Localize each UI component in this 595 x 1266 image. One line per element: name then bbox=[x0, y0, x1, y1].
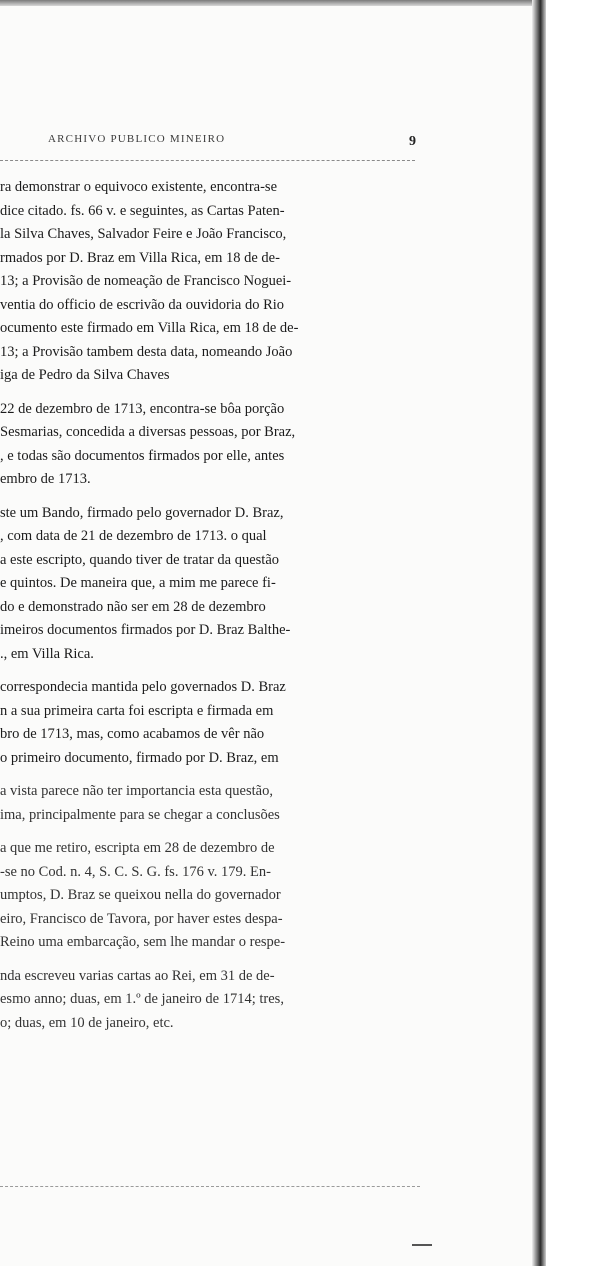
paragraph bbox=[0, 676, 532, 770]
paragraph bbox=[0, 502, 532, 667]
header-rule bbox=[0, 160, 415, 162]
paragraph bbox=[0, 837, 532, 955]
text-line: o primeiro documento, firmado por D. Braz, em bbox=[0, 749, 279, 766]
page-header bbox=[0, 133, 532, 153]
bottom-mark bbox=[412, 1244, 432, 1246]
text-line: o; duas, em 10 de janeiro, etc. bbox=[0, 1014, 174, 1031]
text-line: 13; a Provisão de nomeação de Francisco Noguei- bbox=[0, 273, 292, 289]
text-line: iga de Pedro da Silva Chaves bbox=[0, 367, 170, 383]
paragraph bbox=[0, 965, 532, 1036]
page-top-edge bbox=[0, 0, 535, 6]
text-line: Sesmarias, concedida a diversas pessoas, por Braz, bbox=[0, 424, 296, 440]
text-line: dice citado. fs. 66 v. e seguintes, as Cartas Paten- bbox=[0, 202, 285, 219]
page-number: 9 bbox=[409, 134, 416, 149]
text-line: umptos, D. Braz se queixou nella do governador bbox=[0, 887, 281, 903]
page-right-edge bbox=[532, 0, 546, 1266]
text-line: a vista parece não ter importancia esta questão, bbox=[0, 783, 273, 799]
paragraph bbox=[0, 398, 532, 492]
text-line: ., em Villa Rica. bbox=[0, 645, 94, 662]
text-line: ste um Bando, firmado pelo governador D. Braz, bbox=[0, 504, 284, 521]
text-line: bro de 1713, mas, como acabamos de vêr não bbox=[0, 726, 265, 742]
text-line: a este escripto, quando tiver de tratar da questão bbox=[0, 551, 280, 568]
running-title: ARCHIVO PUBLICO MINEIRO bbox=[48, 133, 226, 145]
text-line: ocumento este firmado em Villa Rica, em 18 de de- bbox=[0, 320, 299, 336]
text-line: ra demonstrar o equivoco existente, encontra-se bbox=[0, 179, 278, 195]
paragraph bbox=[0, 176, 532, 388]
text-line: ima, principalmente para se chegar a conclusões bbox=[0, 806, 280, 823]
margin-background bbox=[546, 0, 595, 1266]
text-line: ventia do officio de escrivão da ouvidoria do Rio bbox=[0, 296, 285, 313]
text-line: la Silva Chaves, Salvador Feire e João Francisco, bbox=[0, 226, 287, 242]
bottom-rule bbox=[0, 1186, 420, 1188]
text-line: 22 de dezembro de 1713, encontra-se bôa porção bbox=[0, 400, 285, 417]
text-line: rmados por D. Braz em Villa Rica, em 18 de de- bbox=[0, 249, 280, 266]
text-line: imeiros documentos firmados por D. Braz Balthe- bbox=[0, 622, 291, 638]
text-line: a que me retiro, escripta em 28 de dezembro de bbox=[0, 840, 275, 856]
text-line: , com data de 21 de dezembro de 1713. o qual bbox=[0, 528, 267, 544]
text-line: , e todas são documentos firmados por elle, antes bbox=[0, 447, 285, 464]
body-text bbox=[0, 176, 532, 1045]
text-line: e quintos. De maneira que, a mim me parece fi- bbox=[0, 575, 276, 591]
text-line: eiro, Francisco de Tavora, por haver estes despa- bbox=[0, 910, 283, 927]
text-line: 13; a Provisão tambem desta data, nomeando João bbox=[0, 343, 293, 360]
text-line: correspondecia mantida pelo governados D. Braz bbox=[0, 679, 286, 695]
text-line: nda escreveu varias cartas ao Rei, em 31 de de- bbox=[0, 967, 275, 984]
text-line: esmo anno; duas, em 1.º de janeiro de 1714; tres, bbox=[0, 991, 284, 1007]
text-line: embro de 1713. bbox=[0, 471, 91, 487]
text-line: -se no Cod. n. 4, S. C. S. G. fs. 176 v. 179. En- bbox=[0, 863, 271, 880]
text-line: n a sua primeira carta foi escripta e firmada em bbox=[0, 702, 274, 719]
text-line: Reino uma embarcação, sem lhe mandar o respe- bbox=[0, 934, 286, 950]
paragraph bbox=[0, 780, 532, 827]
text-line: do e demonstrado não ser em 28 de dezembro bbox=[0, 598, 266, 615]
